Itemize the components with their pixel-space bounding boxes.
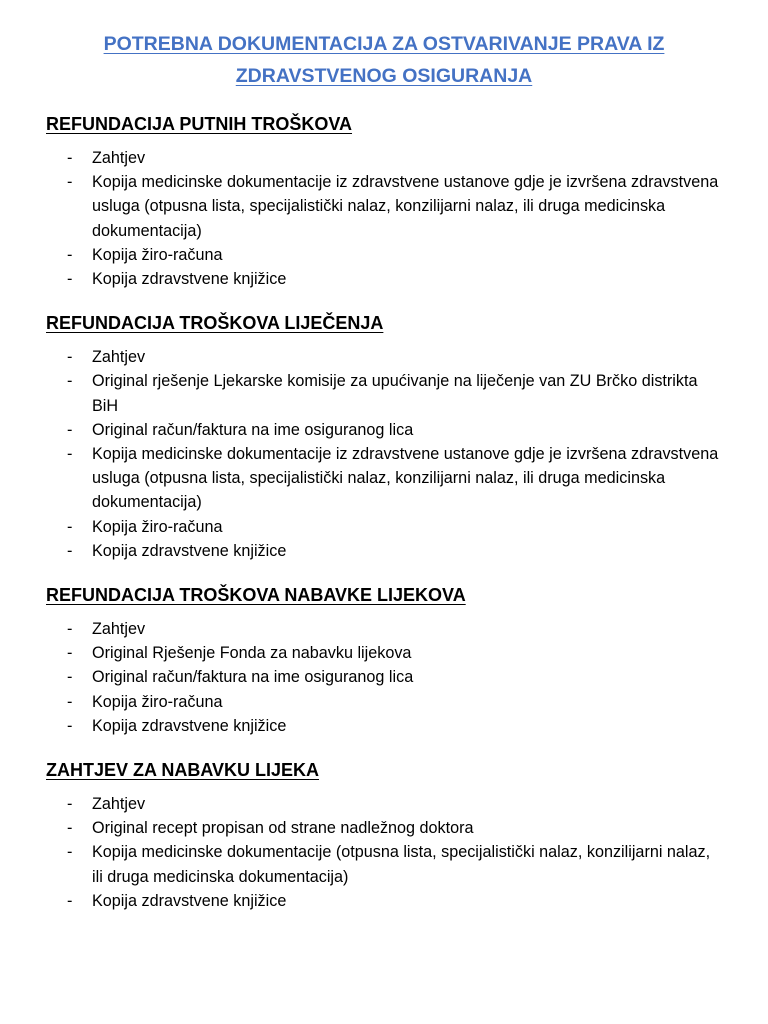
list-dash-marker: -: [67, 692, 73, 711]
sections-container: [46, 112, 722, 913]
required-documents-list: [46, 345, 722, 563]
list-dash-marker: -: [67, 891, 73, 910]
section-heading: ZAHTJEV ZA NABAVKU LIJEKA: [46, 760, 320, 781]
document-section: [46, 112, 722, 291]
list-item-text: Kopija medicinske dokumentacije iz zdravstvene ustanove gdje je izvršena zdravstvena usluga (otpusna lista, specijalistički nalaz, konzilijarni nalaz, ili druga medicinska dokumentacija): [92, 445, 719, 512]
list-dash-marker: -: [67, 819, 73, 838]
document-section: [46, 311, 722, 563]
list-dash-marker: -: [67, 795, 73, 814]
list-item: [46, 714, 722, 738]
list-item: [46, 267, 722, 291]
list-item-text: Kopija zdravstvene knjižice: [92, 541, 287, 560]
list-item-text: Zahtjev: [92, 149, 146, 167]
list-item-text: Kopija žiro-računa: [92, 517, 223, 536]
list-item-text: Kopija zdravstvene knjižice: [92, 716, 287, 735]
list-item: [46, 345, 722, 369]
list-item: [46, 690, 722, 714]
list-item: [46, 816, 722, 840]
list-item-text: Zahtjev: [92, 620, 146, 639]
required-documents-list: [46, 792, 722, 913]
list-item: [46, 539, 722, 563]
list-dash-marker: -: [67, 372, 73, 391]
list-dash-marker: -: [67, 445, 73, 464]
section-heading: REFUNDACIJA PUTNIH TROŠKOVA: [46, 114, 353, 134]
list-item-text: Kopija žiro-računa: [92, 692, 223, 711]
list-item-text: Original račun/faktura na ime osiguranog lica: [92, 420, 414, 439]
list-item: [46, 641, 722, 665]
list-dash-marker: -: [67, 541, 73, 560]
document-section: [46, 758, 722, 913]
list-dash-marker: -: [67, 517, 73, 536]
document-title-line-2: ZDRAVSTVENOG OSIGURANJA: [235, 65, 533, 87]
document-section: [46, 583, 722, 738]
list-item: [46, 889, 722, 913]
required-documents-list: [46, 146, 722, 291]
list-dash-marker: -: [67, 149, 73, 167]
section-heading: REFUNDACIJA TROŠKOVA NABAVKE LIJEKOVA: [46, 585, 466, 606]
list-item-text: Kopija žiro-računa: [92, 245, 223, 264]
list-dash-marker: -: [67, 644, 73, 663]
document-title-line-1: POTREBNA DOKUMENTACIJA ZA OSTVARIVANJE PRAVA IZ: [103, 33, 665, 55]
list-item: [46, 665, 722, 689]
list-item-text: Zahtjev: [92, 795, 146, 814]
list-dash-marker: -: [67, 668, 73, 687]
list-item: [46, 369, 722, 417]
list-item: [46, 146, 722, 170]
list-dash-marker: -: [67, 620, 73, 639]
list-item-text: Original Rješenje Fonda za nabavku lijekova: [92, 644, 412, 663]
list-dash-marker: -: [67, 420, 73, 439]
list-item: [46, 617, 722, 641]
list-item: [46, 442, 722, 515]
list-dash-marker: -: [67, 348, 73, 367]
list-item: [46, 243, 722, 267]
section-heading: REFUNDACIJA TROŠKOVA LIJEČENJA: [46, 313, 384, 334]
list-item: [46, 170, 722, 243]
list-item: [46, 515, 722, 539]
list-item-text: Original račun/faktura na ime osiguranog lica: [92, 668, 414, 687]
list-item: [46, 840, 722, 888]
list-item-text: Kopija medicinske dokumentacije (otpusna lista, specijalistički nalaz, konzilijarni nalaz, ili druga medicinska dokumentacija): [92, 843, 711, 886]
document-title: [46, 28, 722, 92]
list-item-text: Kopija zdravstvene knjižice: [92, 270, 287, 289]
list-dash-marker: -: [67, 843, 73, 862]
list-item-text: Original recept propisan od strane nadležnog doktora: [92, 819, 474, 838]
list-dash-marker: -: [67, 716, 73, 735]
list-dash-marker: -: [67, 173, 73, 192]
list-item: [46, 792, 722, 816]
list-item-text: Kopija zdravstvene knjižice: [92, 891, 287, 910]
list-dash-marker: -: [67, 270, 73, 289]
list-item-text: Original rješenje Ljekarske komisije za upućivanje na liječenje van ZU Brčko distrikta BiH: [92, 372, 698, 415]
list-item: [46, 418, 722, 442]
required-documents-list: [46, 617, 722, 738]
list-item-text: Zahtjev: [92, 348, 146, 367]
list-dash-marker: -: [67, 245, 73, 264]
list-item-text: Kopija medicinske dokumentacije iz zdravstvene ustanove gdje je izvršena zdravstvena usluga (otpusna lista, specijalistički nalaz, konzilijarni nalaz, ili druga medicinska dokumentacija): [92, 173, 719, 240]
